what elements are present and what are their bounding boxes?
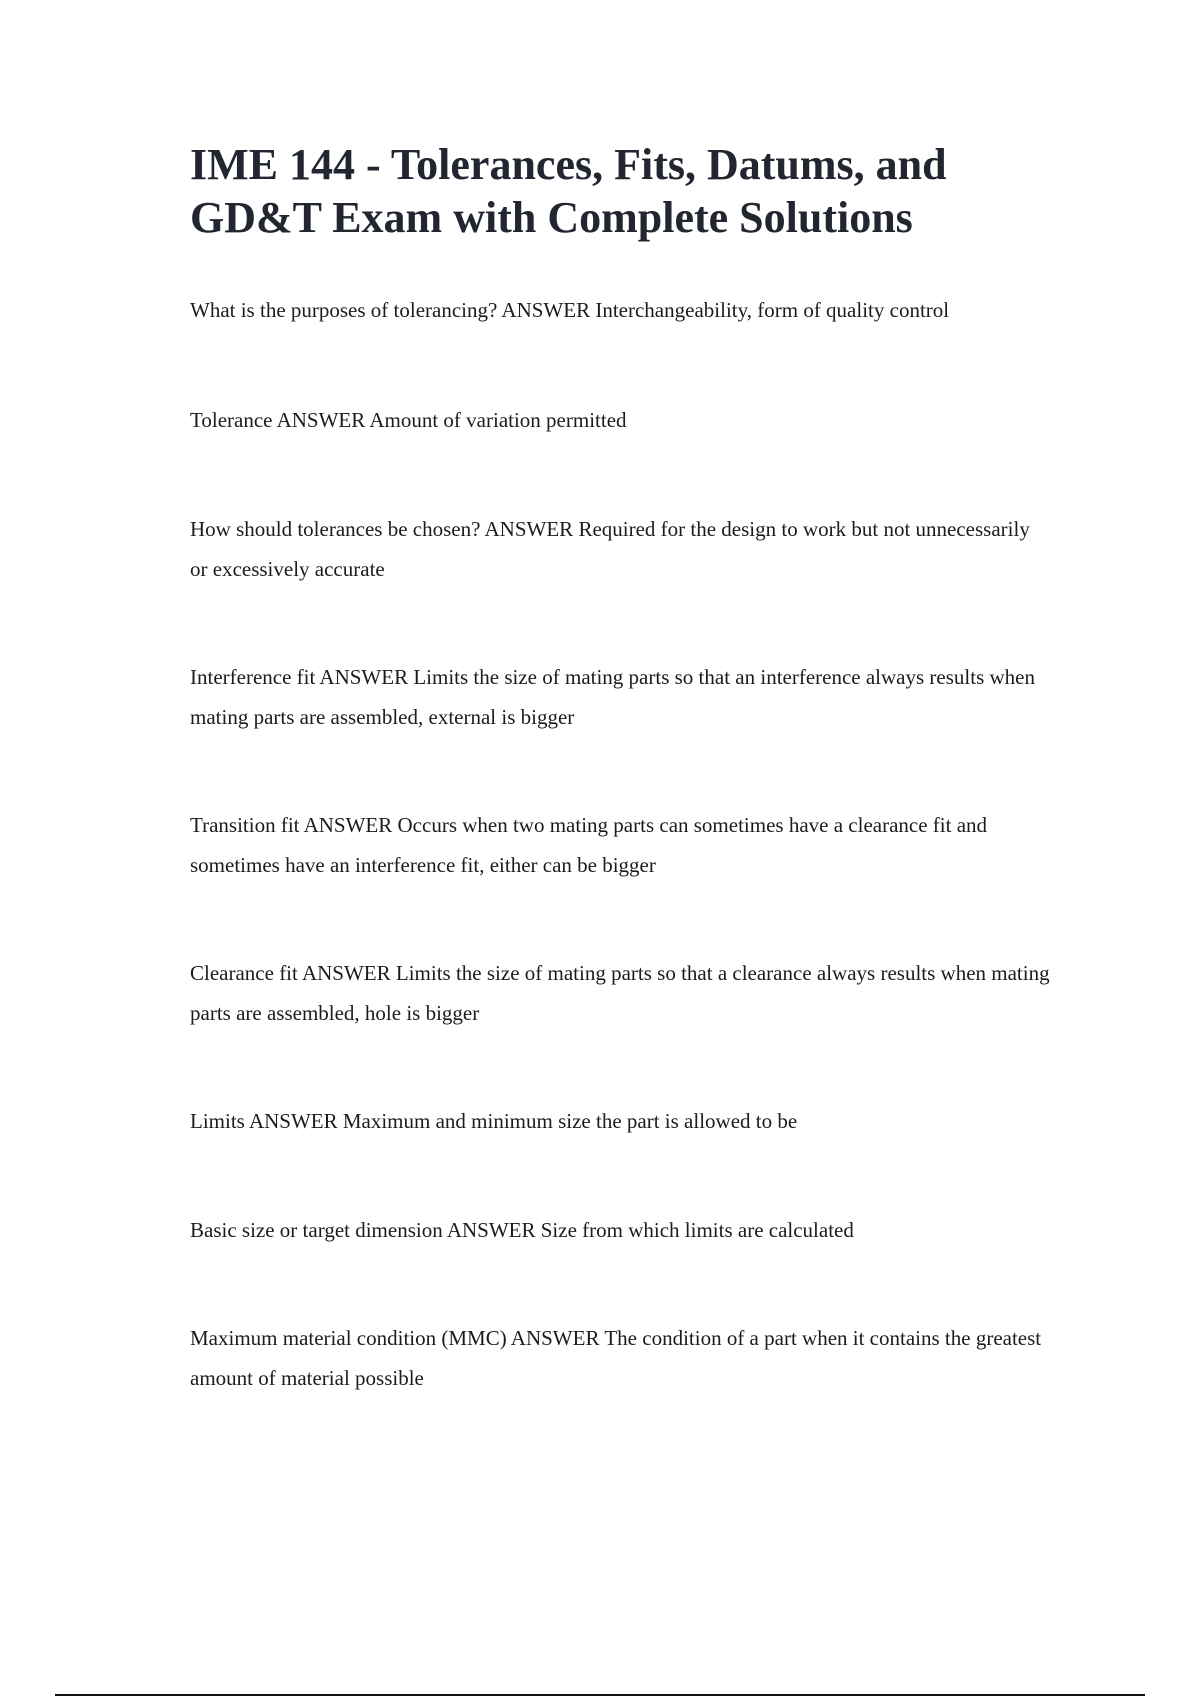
answer-text: Maximum and minimum size the part is allowed to be [342, 1109, 798, 1133]
question-text: What is the purposes of tolerancing? [190, 298, 498, 322]
answer-text: Occurs when two mating parts can sometimes have a clearance fit and sometimes have an interference fit, either can be bigger [190, 813, 988, 877]
answer-text: Limits the size of mating parts so that a clearance always results when mating parts are assembled, hole is bigger [190, 961, 1050, 1025]
qa-item [190, 953, 1050, 1033]
qa-item [190, 1101, 1050, 1141]
answer-text: Limits the size of mating parts so that an interference always results when mating parts are assembled, external is bigger [190, 665, 1035, 729]
answer-keyword: ANSWER [484, 517, 574, 541]
qa-item [190, 805, 1050, 885]
qa-item [190, 657, 1050, 737]
question-text: Transition fit [190, 813, 300, 837]
question-text: Tolerance [190, 408, 273, 432]
answer-text: The condition of a part when it contains the greatest amount of material possible [190, 1326, 1042, 1390]
answer-keyword: ANSWER [301, 961, 391, 985]
answer-keyword: ANSWER [276, 408, 366, 432]
qa-item [190, 509, 1050, 589]
answer-keyword: ANSWER [501, 298, 591, 322]
qa-item [190, 290, 1050, 330]
answer-keyword: ANSWER [510, 1326, 600, 1350]
document-title: IME 144 - Tolerances, Fits, Datums, and GD&T Exam with Complete Solutions [190, 140, 947, 242]
question-text: Clearance fit [190, 961, 298, 985]
question-text: Interference fit [190, 665, 316, 689]
question-text: Limits [190, 1109, 245, 1133]
answer-keyword: ANSWER [446, 1218, 536, 1242]
answer-keyword: ANSWER [303, 813, 393, 837]
qa-item [190, 1318, 1050, 1398]
qa-item [190, 400, 1050, 440]
answer-text: Size from which limits are calculated [540, 1218, 854, 1242]
answer-keyword: ANSWER [248, 1109, 338, 1133]
answer-text: Amount of variation permitted [369, 408, 627, 432]
answer-text: Required for the design to work but not unnecessarily or excessively accurate [190, 517, 1030, 581]
answer-text: Interchangeability, form of quality control [595, 298, 950, 322]
qa-item [190, 1210, 1050, 1250]
question-text: Maximum material condition (MMC) [190, 1326, 507, 1350]
question-text: Basic size or target dimension [190, 1218, 443, 1242]
answer-keyword: ANSWER [319, 665, 409, 689]
question-text: How should tolerances be chosen? [190, 517, 481, 541]
page-bottom-rule [55, 1694, 1145, 1696]
